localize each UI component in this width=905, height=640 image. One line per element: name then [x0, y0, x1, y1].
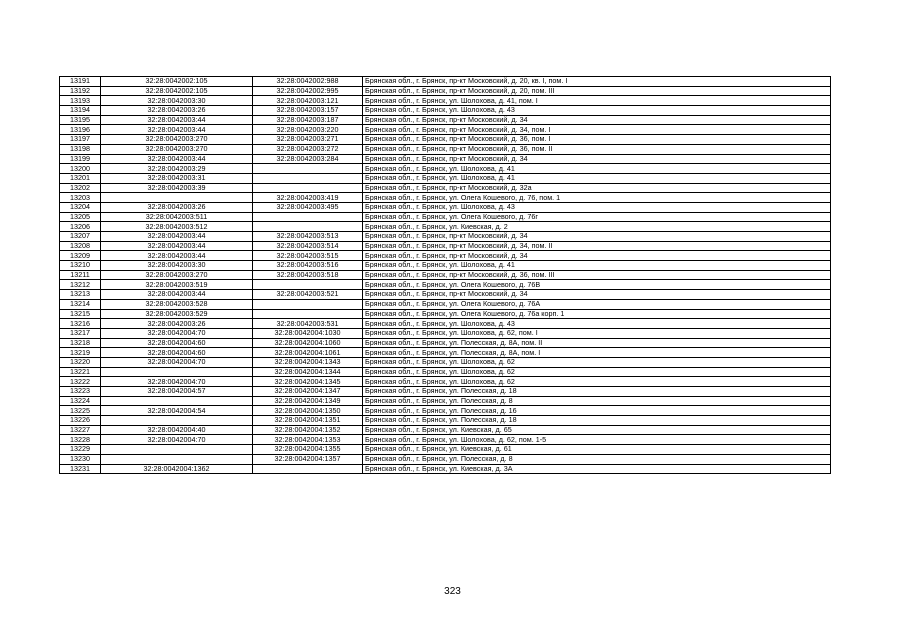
object-number-cell: 32:28:0042003:521	[253, 290, 363, 300]
table-row	[60, 86, 831, 96]
page-number: 323	[444, 586, 461, 597]
row-number-cell: 13217	[60, 328, 101, 338]
address-cell: Брянская обл., г. Брянск, ул. Полесская, д. 8А, пом. II	[363, 338, 831, 348]
table-row	[60, 115, 831, 125]
table-row	[60, 328, 831, 338]
row-number-cell: 13201	[60, 173, 101, 183]
parcel-number-cell: 32:28:0042004:70	[101, 435, 253, 445]
parcel-number-cell: 32:28:0042003:511	[101, 212, 253, 222]
row-number-cell: 13194	[60, 106, 101, 116]
parcel-number-cell: 32:28:0042004:70	[101, 377, 253, 387]
address-cell: Брянская обл., г. Брянск, ул. Шолохова, д. 43	[363, 319, 831, 329]
row-number-cell: 13205	[60, 212, 101, 222]
address-cell: Брянская обл., г. Брянск, ул. Киевская, д. 2	[363, 222, 831, 232]
table-row	[60, 125, 831, 135]
object-number-cell: 32:28:0042003:514	[253, 241, 363, 251]
parcel-number-cell: 32:28:0042003:44	[101, 232, 253, 242]
parcel-number-cell: 32:28:0042003:512	[101, 222, 253, 232]
object-number-cell: 32:28:0042002:988	[253, 77, 363, 87]
address-cell: Брянская обл., г. Брянск, пр-кт Московский, д. 34	[363, 115, 831, 125]
object-number-cell: 32:28:0042004:1344	[253, 367, 363, 377]
table-row	[60, 202, 831, 212]
table-row	[60, 367, 831, 377]
object-number-cell: 32:28:0042003:121	[253, 96, 363, 106]
object-number-cell	[253, 280, 363, 290]
table-row	[60, 135, 831, 145]
row-number-cell: 13196	[60, 125, 101, 135]
object-number-cell: 32:28:0042003:516	[253, 261, 363, 271]
address-cell: Брянская обл., г. Брянск, пр-кт Московский, д. 34, пом. II	[363, 241, 831, 251]
object-number-cell: 32:28:0042004:1349	[253, 396, 363, 406]
table-row	[60, 144, 831, 154]
table-row	[60, 280, 831, 290]
address-cell: Брянская обл., г. Брянск, пр-кт Московский, д. 36, пом. II	[363, 144, 831, 154]
table-row	[60, 77, 831, 87]
parcel-number-cell: 32:28:0042003:44	[101, 290, 253, 300]
table-row	[60, 387, 831, 397]
row-number-cell: 13226	[60, 416, 101, 426]
table-row	[60, 270, 831, 280]
table-row	[60, 251, 831, 261]
address-cell: Брянская обл., г. Брянск, пр-кт Московский, д. 34, пом. I	[363, 125, 831, 135]
parcel-number-cell: 32:28:0042003:44	[101, 125, 253, 135]
parcel-number-cell: 32:28:0042003:39	[101, 183, 253, 193]
parcel-number-cell: 32:28:0042004:57	[101, 387, 253, 397]
row-number-cell: 13191	[60, 77, 101, 87]
row-number-cell: 13224	[60, 396, 101, 406]
address-cell: Брянская обл., г. Брянск, ул. Шолохова, д. 43	[363, 106, 831, 116]
address-cell: Брянская обл., г. Брянск, пр-кт Московский, д. 36, пом. III	[363, 270, 831, 280]
table-row	[60, 425, 831, 435]
address-cell: Брянская обл., г. Брянск, ул. Шолохова, д. 41, пом. I	[363, 96, 831, 106]
object-number-cell: 32:28:0042003:271	[253, 135, 363, 145]
parcel-number-cell: 32:28:0042004:60	[101, 338, 253, 348]
row-number-cell: 13216	[60, 319, 101, 329]
object-number-cell: 32:28:0042003:518	[253, 270, 363, 280]
table-row	[60, 348, 831, 358]
parcel-number-cell	[101, 396, 253, 406]
object-number-cell: 32:28:0042003:531	[253, 319, 363, 329]
row-number-cell: 13230	[60, 454, 101, 464]
address-cell: Брянская обл., г. Брянск, пр-кт Московский, д. 34	[363, 290, 831, 300]
row-number-cell: 13211	[60, 270, 101, 280]
address-cell: Брянская обл., г. Брянск, ул. Полесская, д. 16	[363, 406, 831, 416]
row-number-cell: 13198	[60, 144, 101, 154]
table-row	[60, 309, 831, 319]
row-number-cell: 13223	[60, 387, 101, 397]
cadastral-table	[59, 76, 831, 474]
address-cell: Брянская обл., г. Брянск, ул. Шолохова, д. 62	[363, 367, 831, 377]
row-number-cell: 13220	[60, 357, 101, 367]
address-cell: Брянская обл., г. Брянск, ул. Полесская, д. 18	[363, 387, 831, 397]
address-cell: Брянская обл., г. Брянск, ул. Шолохова, д. 43	[363, 202, 831, 212]
row-number-cell: 13215	[60, 309, 101, 319]
parcel-number-cell: 32:28:0042003:529	[101, 309, 253, 319]
table-row	[60, 290, 831, 300]
parcel-number-cell: 32:28:0042003:44	[101, 251, 253, 261]
row-number-cell: 13227	[60, 425, 101, 435]
row-number-cell: 13208	[60, 241, 101, 251]
row-number-cell: 13225	[60, 406, 101, 416]
parcel-number-cell: 32:28:0042003:26	[101, 202, 253, 212]
row-number-cell: 13192	[60, 86, 101, 96]
parcel-number-cell	[101, 193, 253, 203]
object-number-cell: 32:28:0042003:419	[253, 193, 363, 203]
object-number-cell	[253, 222, 363, 232]
row-number-cell: 13213	[60, 290, 101, 300]
parcel-number-cell: 32:28:0042003:270	[101, 270, 253, 280]
parcel-number-cell: 32:28:0042002:105	[101, 77, 253, 87]
parcel-number-cell	[101, 454, 253, 464]
object-number-cell: 32:28:0042004:1030	[253, 328, 363, 338]
address-cell: Брянская обл., г. Брянск, пр-кт Московский, д. 20, пом. III	[363, 86, 831, 96]
row-number-cell: 13199	[60, 154, 101, 164]
address-cell: Брянская обл., г. Брянск, ул. Шолохова, д. 62, пом. I	[363, 328, 831, 338]
table-row	[60, 406, 831, 416]
address-cell: Брянская обл., г. Брянск, ул. Олега Кошевого, д. 76А	[363, 299, 831, 309]
table-row	[60, 445, 831, 455]
object-number-cell	[253, 309, 363, 319]
row-number-cell: 13221	[60, 367, 101, 377]
address-cell: Брянская обл., г. Брянск, ул. Шолохова, д. 41	[363, 164, 831, 174]
address-cell: Брянская обл., г. Брянск, ул. Шолохова, д. 41	[363, 173, 831, 183]
parcel-number-cell: 32:28:0042003:44	[101, 115, 253, 125]
object-number-cell	[253, 464, 363, 474]
table-row	[60, 96, 831, 106]
row-number-cell: 13209	[60, 251, 101, 261]
object-number-cell: 32:28:0042003:187	[253, 115, 363, 125]
table-row	[60, 241, 831, 251]
object-number-cell: 32:28:0042003:284	[253, 154, 363, 164]
address-cell: Брянская обл., г. Брянск, ул. Киевская, д. 3А	[363, 464, 831, 474]
row-number-cell: 13193	[60, 96, 101, 106]
address-cell: Брянская обл., г. Брянск, ул. Олега Кошевого, д. 76г	[363, 212, 831, 222]
parcel-number-cell	[101, 367, 253, 377]
row-number-cell: 13228	[60, 435, 101, 445]
row-number-cell: 13214	[60, 299, 101, 309]
parcel-number-cell: 32:28:0042004:54	[101, 406, 253, 416]
object-number-cell	[253, 183, 363, 193]
table-row	[60, 435, 831, 445]
table-row	[60, 164, 831, 174]
address-cell: Брянская обл., г. Брянск, пр-кт Московский, д. 20, кв. I, пом. I	[363, 77, 831, 87]
row-number-cell: 13204	[60, 202, 101, 212]
parcel-number-cell: 32:28:0042002:105	[101, 86, 253, 96]
address-cell: Брянская обл., г. Брянск, ул. Киевская, д. 61	[363, 445, 831, 455]
object-number-cell: 32:28:0042004:1347	[253, 387, 363, 397]
table-row	[60, 154, 831, 164]
address-cell: Брянская обл., г. Брянск, пр-кт Московский, д. 36, пом. I	[363, 135, 831, 145]
parcel-number-cell: 32:28:0042003:26	[101, 106, 253, 116]
object-number-cell: 32:28:0042003:157	[253, 106, 363, 116]
row-number-cell: 13218	[60, 338, 101, 348]
table-row	[60, 193, 831, 203]
table-row	[60, 106, 831, 116]
parcel-number-cell: 32:28:0042004:40	[101, 425, 253, 435]
object-number-cell: 32:28:0042004:1355	[253, 445, 363, 455]
parcel-number-cell: 32:28:0042003:519	[101, 280, 253, 290]
table-row	[60, 261, 831, 271]
object-number-cell: 32:28:0042004:1352	[253, 425, 363, 435]
address-cell: Брянская обл., г. Брянск, пр-кт Московский, д. 34	[363, 154, 831, 164]
parcel-number-cell: 32:28:0042003:29	[101, 164, 253, 174]
address-cell: Брянская обл., г. Брянск, ул. Полесская, д. 18	[363, 416, 831, 426]
parcel-number-cell	[101, 416, 253, 426]
table-row	[60, 357, 831, 367]
cadastral-table-body	[60, 77, 831, 474]
object-number-cell: 32:28:0042003:495	[253, 202, 363, 212]
row-number-cell: 13203	[60, 193, 101, 203]
parcel-number-cell: 32:28:0042004:1362	[101, 464, 253, 474]
table-row	[60, 464, 831, 474]
table-row	[60, 377, 831, 387]
address-cell: Брянская обл., г. Брянск, ул. Олега Кошевого, д. 76а корп. 1	[363, 309, 831, 319]
object-number-cell	[253, 164, 363, 174]
object-number-cell	[253, 212, 363, 222]
address-cell: Брянская обл., г. Брянск, ул. Полесская, д. 8	[363, 454, 831, 464]
object-number-cell: 32:28:0042004:1353	[253, 435, 363, 445]
parcel-number-cell: 32:28:0042003:528	[101, 299, 253, 309]
row-number-cell: 13219	[60, 348, 101, 358]
parcel-number-cell: 32:28:0042003:44	[101, 154, 253, 164]
parcel-number-cell: 32:28:0042003:31	[101, 173, 253, 183]
row-number-cell: 13195	[60, 115, 101, 125]
parcel-number-cell: 32:28:0042003:26	[101, 319, 253, 329]
row-number-cell: 13207	[60, 232, 101, 242]
table-row	[60, 212, 831, 222]
object-number-cell: 32:28:0042004:1345	[253, 377, 363, 387]
address-cell: Брянская обл., г. Брянск, ул. Шолохова, д. 62, пом. 1-5	[363, 435, 831, 445]
row-number-cell: 13197	[60, 135, 101, 145]
table-row	[60, 183, 831, 193]
parcel-number-cell: 32:28:0042003:270	[101, 144, 253, 154]
parcel-number-cell: 32:28:0042003:270	[101, 135, 253, 145]
row-number-cell: 13206	[60, 222, 101, 232]
table-row	[60, 319, 831, 329]
row-number-cell: 13229	[60, 445, 101, 455]
address-cell: Брянская обл., г. Брянск, ул. Олега Кошевого, д. 76В	[363, 280, 831, 290]
object-number-cell: 32:28:0042003:515	[253, 251, 363, 261]
parcel-number-cell: 32:28:0042004:60	[101, 348, 253, 358]
object-number-cell	[253, 173, 363, 183]
address-cell: Брянская обл., г. Брянск, пр-кт Московский, д. 34	[363, 232, 831, 242]
address-cell: Брянская обл., г. Брянск, ул. Шолохова, д. 62	[363, 357, 831, 367]
table-row	[60, 416, 831, 426]
object-number-cell: 32:28:0042003:220	[253, 125, 363, 135]
row-number-cell: 13200	[60, 164, 101, 174]
object-number-cell: 32:28:0042002:995	[253, 86, 363, 96]
address-cell: Брянская обл., г. Брянск, пр-кт Московский, д. 32а	[363, 183, 831, 193]
object-number-cell: 32:28:0042004:1343	[253, 357, 363, 367]
row-number-cell: 13231	[60, 464, 101, 474]
object-number-cell	[253, 299, 363, 309]
parcel-number-cell: 32:28:0042004:70	[101, 328, 253, 338]
object-number-cell: 32:28:0042003:513	[253, 232, 363, 242]
table-row	[60, 454, 831, 464]
table-row	[60, 338, 831, 348]
table-row	[60, 173, 831, 183]
row-number-cell: 13210	[60, 261, 101, 271]
table-row	[60, 396, 831, 406]
object-number-cell: 32:28:0042004:1357	[253, 454, 363, 464]
object-number-cell: 32:28:0042004:1351	[253, 416, 363, 426]
address-cell: Брянская обл., г. Брянск, ул. Полесская, д. 8А, пом. I	[363, 348, 831, 358]
row-number-cell: 13222	[60, 377, 101, 387]
address-cell: Брянская обл., г. Брянск, ул. Шолохова, д. 41	[363, 261, 831, 271]
parcel-number-cell: 32:28:0042003:30	[101, 96, 253, 106]
address-cell: Брянская обл., г. Брянск, ул. Олега Кошевого, д. 76, пом. 1	[363, 193, 831, 203]
parcel-number-cell: 32:28:0042004:70	[101, 357, 253, 367]
address-cell: Брянская обл., г. Брянск, ул. Полесская, д. 8	[363, 396, 831, 406]
object-number-cell: 32:28:0042003:272	[253, 144, 363, 154]
object-number-cell: 32:28:0042004:1350	[253, 406, 363, 416]
table-row	[60, 299, 831, 309]
table-row	[60, 232, 831, 242]
parcel-number-cell	[101, 445, 253, 455]
object-number-cell: 32:28:0042004:1061	[253, 348, 363, 358]
row-number-cell: 13212	[60, 280, 101, 290]
table-row	[60, 222, 831, 232]
parcel-number-cell: 32:28:0042003:30	[101, 261, 253, 271]
address-cell: Брянская обл., г. Брянск, ул. Киевская, д. 65	[363, 425, 831, 435]
parcel-number-cell: 32:28:0042003:44	[101, 241, 253, 251]
object-number-cell: 32:28:0042004:1060	[253, 338, 363, 348]
row-number-cell: 13202	[60, 183, 101, 193]
address-cell: Брянская обл., г. Брянск, ул. Шолохова, д. 62	[363, 377, 831, 387]
address-cell: Брянская обл., г. Брянск, пр-кт Московский, д. 34	[363, 251, 831, 261]
